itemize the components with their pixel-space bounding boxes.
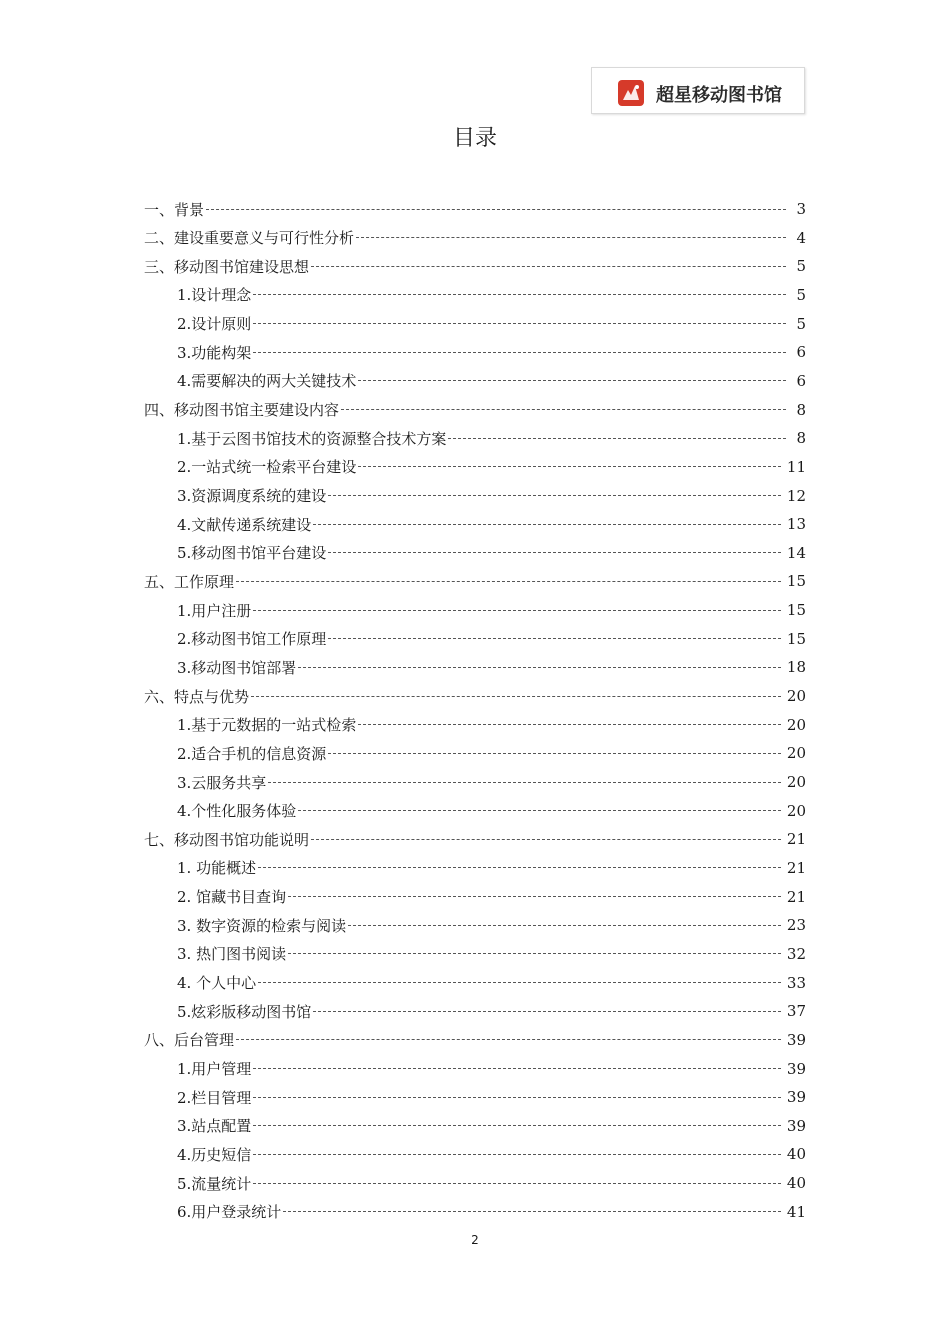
toc-entry-page-number: 21 xyxy=(786,830,806,849)
toc-subsection-entry[interactable] xyxy=(177,456,806,478)
toc-leader-line xyxy=(328,638,781,639)
toc-entry-label: 3. 数字资源的检索与阅读 xyxy=(177,916,347,935)
toc-entry-label: 4.历史短信 xyxy=(177,1145,252,1164)
toc-entry-label: 1.用户注册 xyxy=(177,601,252,620)
toc-entry-page-number: 6 xyxy=(796,343,806,362)
toc-leader-line xyxy=(341,409,786,410)
toc-entry-page-number: 6 xyxy=(796,371,806,390)
toc-leader-line xyxy=(313,1011,781,1012)
toc-subsection-entry[interactable] xyxy=(177,914,806,936)
toc-leader-line xyxy=(328,495,781,496)
toc-entry-label: 二、建设重要意义与可行性分析 xyxy=(144,229,355,248)
toc-leader-line xyxy=(236,581,781,582)
toc-entry-label: 七、移动图书馆功能说明 xyxy=(144,830,310,849)
toc-entry-label: 4.个性化服务体验 xyxy=(177,802,297,821)
toc-entry-page-number: 23 xyxy=(786,916,806,935)
toc-entry-page-number: 4 xyxy=(796,228,806,247)
toc-subsection-entry[interactable] xyxy=(177,1000,806,1022)
toc-subsection-entry[interactable] xyxy=(177,714,806,736)
toc-entry-page-number: 20 xyxy=(786,687,806,706)
toc-leader-line xyxy=(311,839,781,840)
toc-subsection-entry[interactable] xyxy=(177,742,806,764)
toc-leader-line xyxy=(358,466,781,467)
toc-entry-page-number: 39 xyxy=(786,1059,806,1078)
toc-entry-page-number: 20 xyxy=(786,744,806,763)
toc-leader-line xyxy=(448,438,786,439)
toc-leader-line xyxy=(356,237,786,238)
toc-entry-label: 2.适合手机的信息资源 xyxy=(177,744,327,763)
toc-entry-label: 一、背景 xyxy=(144,200,205,219)
toc-leader-line xyxy=(253,294,786,295)
toc-leader-line xyxy=(288,953,781,954)
toc-entry-page-number: 11 xyxy=(786,457,806,476)
toc-entry-label: 八、后台管理 xyxy=(144,1031,235,1050)
toc-entry-page-number: 15 xyxy=(786,601,806,620)
toc-section-entry[interactable] xyxy=(144,227,806,249)
toc-leader-line xyxy=(253,1068,781,1069)
toc-entry-label: 3. 热门图书阅读 xyxy=(177,945,287,964)
toc-entry-label: 1. 功能概述 xyxy=(177,859,257,878)
toc-leader-line xyxy=(298,667,781,668)
toc-entry-page-number: 12 xyxy=(786,486,806,505)
toc-subsection-entry[interactable] xyxy=(177,628,806,650)
toc-subsection-entry[interactable] xyxy=(177,284,806,306)
toc-entry-page-number: 39 xyxy=(786,1116,806,1135)
toc-entry-label: 2.栏目管理 xyxy=(177,1088,252,1107)
toc-leader-line xyxy=(311,266,786,267)
toc-subsection-entry[interactable] xyxy=(177,1086,806,1108)
toc-entry-page-number: 40 xyxy=(786,1174,806,1193)
toc-entry-label: 1.设计理念 xyxy=(177,286,252,305)
toc-leader-line xyxy=(253,1097,781,1098)
toc-leader-line xyxy=(268,782,781,783)
toc-leader-line xyxy=(253,1125,781,1126)
toc-entry-label: 3.移动图书馆部署 xyxy=(177,658,297,677)
toc-leader-line xyxy=(328,753,781,754)
toc-entry-label: 2.一站式统一检索平台建设 xyxy=(177,458,357,477)
toc-subsection-entry[interactable] xyxy=(177,370,806,392)
toc-leader-line xyxy=(298,810,781,811)
toc-subsection-entry[interactable] xyxy=(177,599,806,621)
toc-subsection-entry[interactable] xyxy=(177,886,806,908)
toc-section-entry[interactable] xyxy=(144,1029,806,1051)
toc-entry-page-number: 20 xyxy=(786,801,806,820)
toc-subsection-entry[interactable] xyxy=(177,857,806,879)
toc-subsection-entry[interactable] xyxy=(177,771,806,793)
toc-section-entry[interactable] xyxy=(144,828,806,850)
toc-leader-line xyxy=(253,352,786,353)
toc-leader-line xyxy=(253,610,781,611)
toc-leader-line xyxy=(258,867,781,868)
toc-subsection-entry[interactable] xyxy=(177,341,806,363)
toc-entry-label: 五、工作原理 xyxy=(144,572,235,591)
toc-leader-line xyxy=(313,524,781,525)
toc-section-entry[interactable] xyxy=(144,685,806,707)
toc-section-entry[interactable] xyxy=(144,399,806,421)
logo-text: 超星移动图书馆 xyxy=(656,85,782,106)
toc-subsection-entry[interactable] xyxy=(177,1201,806,1223)
toc-leader-line xyxy=(288,896,781,897)
toc-section-entry[interactable] xyxy=(144,198,806,220)
toc-leader-line xyxy=(253,1154,781,1155)
toc-leader-line xyxy=(358,380,786,381)
toc-entry-label: 六、特点与优势 xyxy=(144,687,250,706)
toc-entry-page-number: 41 xyxy=(786,1202,806,1221)
toc-subsection-entry[interactable] xyxy=(177,313,806,335)
toc-section-entry[interactable] xyxy=(144,255,806,277)
toc-section-entry[interactable] xyxy=(144,570,806,592)
toc-subsection-entry[interactable] xyxy=(177,1172,806,1194)
toc-entry-page-number: 15 xyxy=(786,572,806,591)
toc-entry-page-number: 20 xyxy=(786,715,806,734)
toc-entry-label: 1.基于云图书馆技术的资源整合技术方案 xyxy=(177,429,447,448)
toc-entry-page-number: 21 xyxy=(786,858,806,877)
toc-entry-page-number: 8 xyxy=(796,400,806,419)
toc-entry-page-number: 18 xyxy=(786,658,806,677)
toc-entry-label: 3.资源调度系统的建设 xyxy=(177,487,327,505)
toc-subsection-entry[interactable] xyxy=(177,1143,806,1165)
toc-entry-page-number: 8 xyxy=(796,429,806,448)
page-number: 2 xyxy=(471,1233,479,1247)
toc-entry-page-number: 3 xyxy=(796,200,806,218)
toc-entry-page-number: 32 xyxy=(786,944,806,963)
toc-subsection-entry[interactable] xyxy=(177,1115,806,1137)
toc-subsection-entry[interactable] xyxy=(177,513,806,535)
toc-entry-label: 3.功能构架 xyxy=(177,343,252,362)
toc-entry-page-number: 21 xyxy=(786,887,806,906)
toc-entry-label: 4. 个人中心 xyxy=(177,974,257,993)
toc-subsection-entry[interactable] xyxy=(177,485,806,507)
toc-entry-page-number: 14 xyxy=(786,543,806,562)
toc-subsection-entry[interactable] xyxy=(177,943,806,965)
toc-entry-page-number: 39 xyxy=(786,1088,806,1107)
toc-entry-label: 1.基于元数据的一站式检索 xyxy=(177,716,357,735)
toc-subsection-entry[interactable] xyxy=(177,542,806,564)
toc-entry-page-number: 20 xyxy=(786,773,806,791)
toc-leader-line xyxy=(258,982,781,983)
toc-subsection-entry[interactable] xyxy=(177,656,806,678)
toc-entry-label: 2.设计原则 xyxy=(177,315,252,334)
toc-entry-label: 1.用户管理 xyxy=(177,1060,252,1078)
toc-leader-line xyxy=(283,1211,781,1212)
toc-subsection-entry[interactable] xyxy=(177,972,806,994)
toc-entry-page-number: 5 xyxy=(796,257,806,276)
toc-leader-line xyxy=(251,696,781,697)
toc-entry-page-number: 5 xyxy=(796,314,806,333)
toc-entry-page-number: 40 xyxy=(786,1145,806,1164)
toc-subsection-entry[interactable] xyxy=(177,800,806,822)
toc-entry-page-number: 5 xyxy=(796,285,806,304)
toc-leader-line xyxy=(206,209,786,210)
toc-entry-label: 2. 馆藏书目查询 xyxy=(177,888,287,907)
toc-entry-page-number: 39 xyxy=(786,1030,806,1049)
toc-entry-label: 四、移动图书馆主要建设内容 xyxy=(144,401,340,420)
toc-entry-label: 6.用户登录统计 xyxy=(177,1203,282,1222)
toc-entry-label: 3.云服务共享 xyxy=(177,773,267,792)
toc-entry-label: 3.站点配置 xyxy=(177,1117,252,1136)
toc-entry-label: 5.炫彩版移动图书馆 xyxy=(177,1002,312,1021)
toc-leader-line xyxy=(348,925,781,926)
toc-leader-line xyxy=(358,724,781,725)
toc-leader-line xyxy=(253,323,786,324)
page-title: 目录 xyxy=(452,126,497,151)
toc-entry-page-number: 13 xyxy=(786,515,806,534)
toc-entry-page-number: 33 xyxy=(786,973,806,992)
toc-entry-label: 5.流量统计 xyxy=(177,1174,252,1193)
toc-entry-label: 4.需要解决的两大关键技术 xyxy=(177,372,357,391)
toc-entry-label: 2.移动图书馆工作原理 xyxy=(177,630,327,649)
toc-leader-line xyxy=(328,552,781,553)
toc-leader-line xyxy=(253,1183,781,1184)
toc-entry-label: 三、移动图书馆建设思想 xyxy=(144,257,310,276)
toc-entry-label: 4.文献传递系统建设 xyxy=(177,515,312,534)
toc-leader-line xyxy=(236,1039,781,1040)
toc-entry-page-number: 37 xyxy=(786,1002,806,1021)
toc-entry-page-number: 15 xyxy=(786,629,806,648)
toc-subsection-entry[interactable] xyxy=(177,427,806,449)
toc-entry-label: 5.移动图书馆平台建设 xyxy=(177,544,327,563)
toc-subsection-entry[interactable] xyxy=(177,1058,806,1080)
